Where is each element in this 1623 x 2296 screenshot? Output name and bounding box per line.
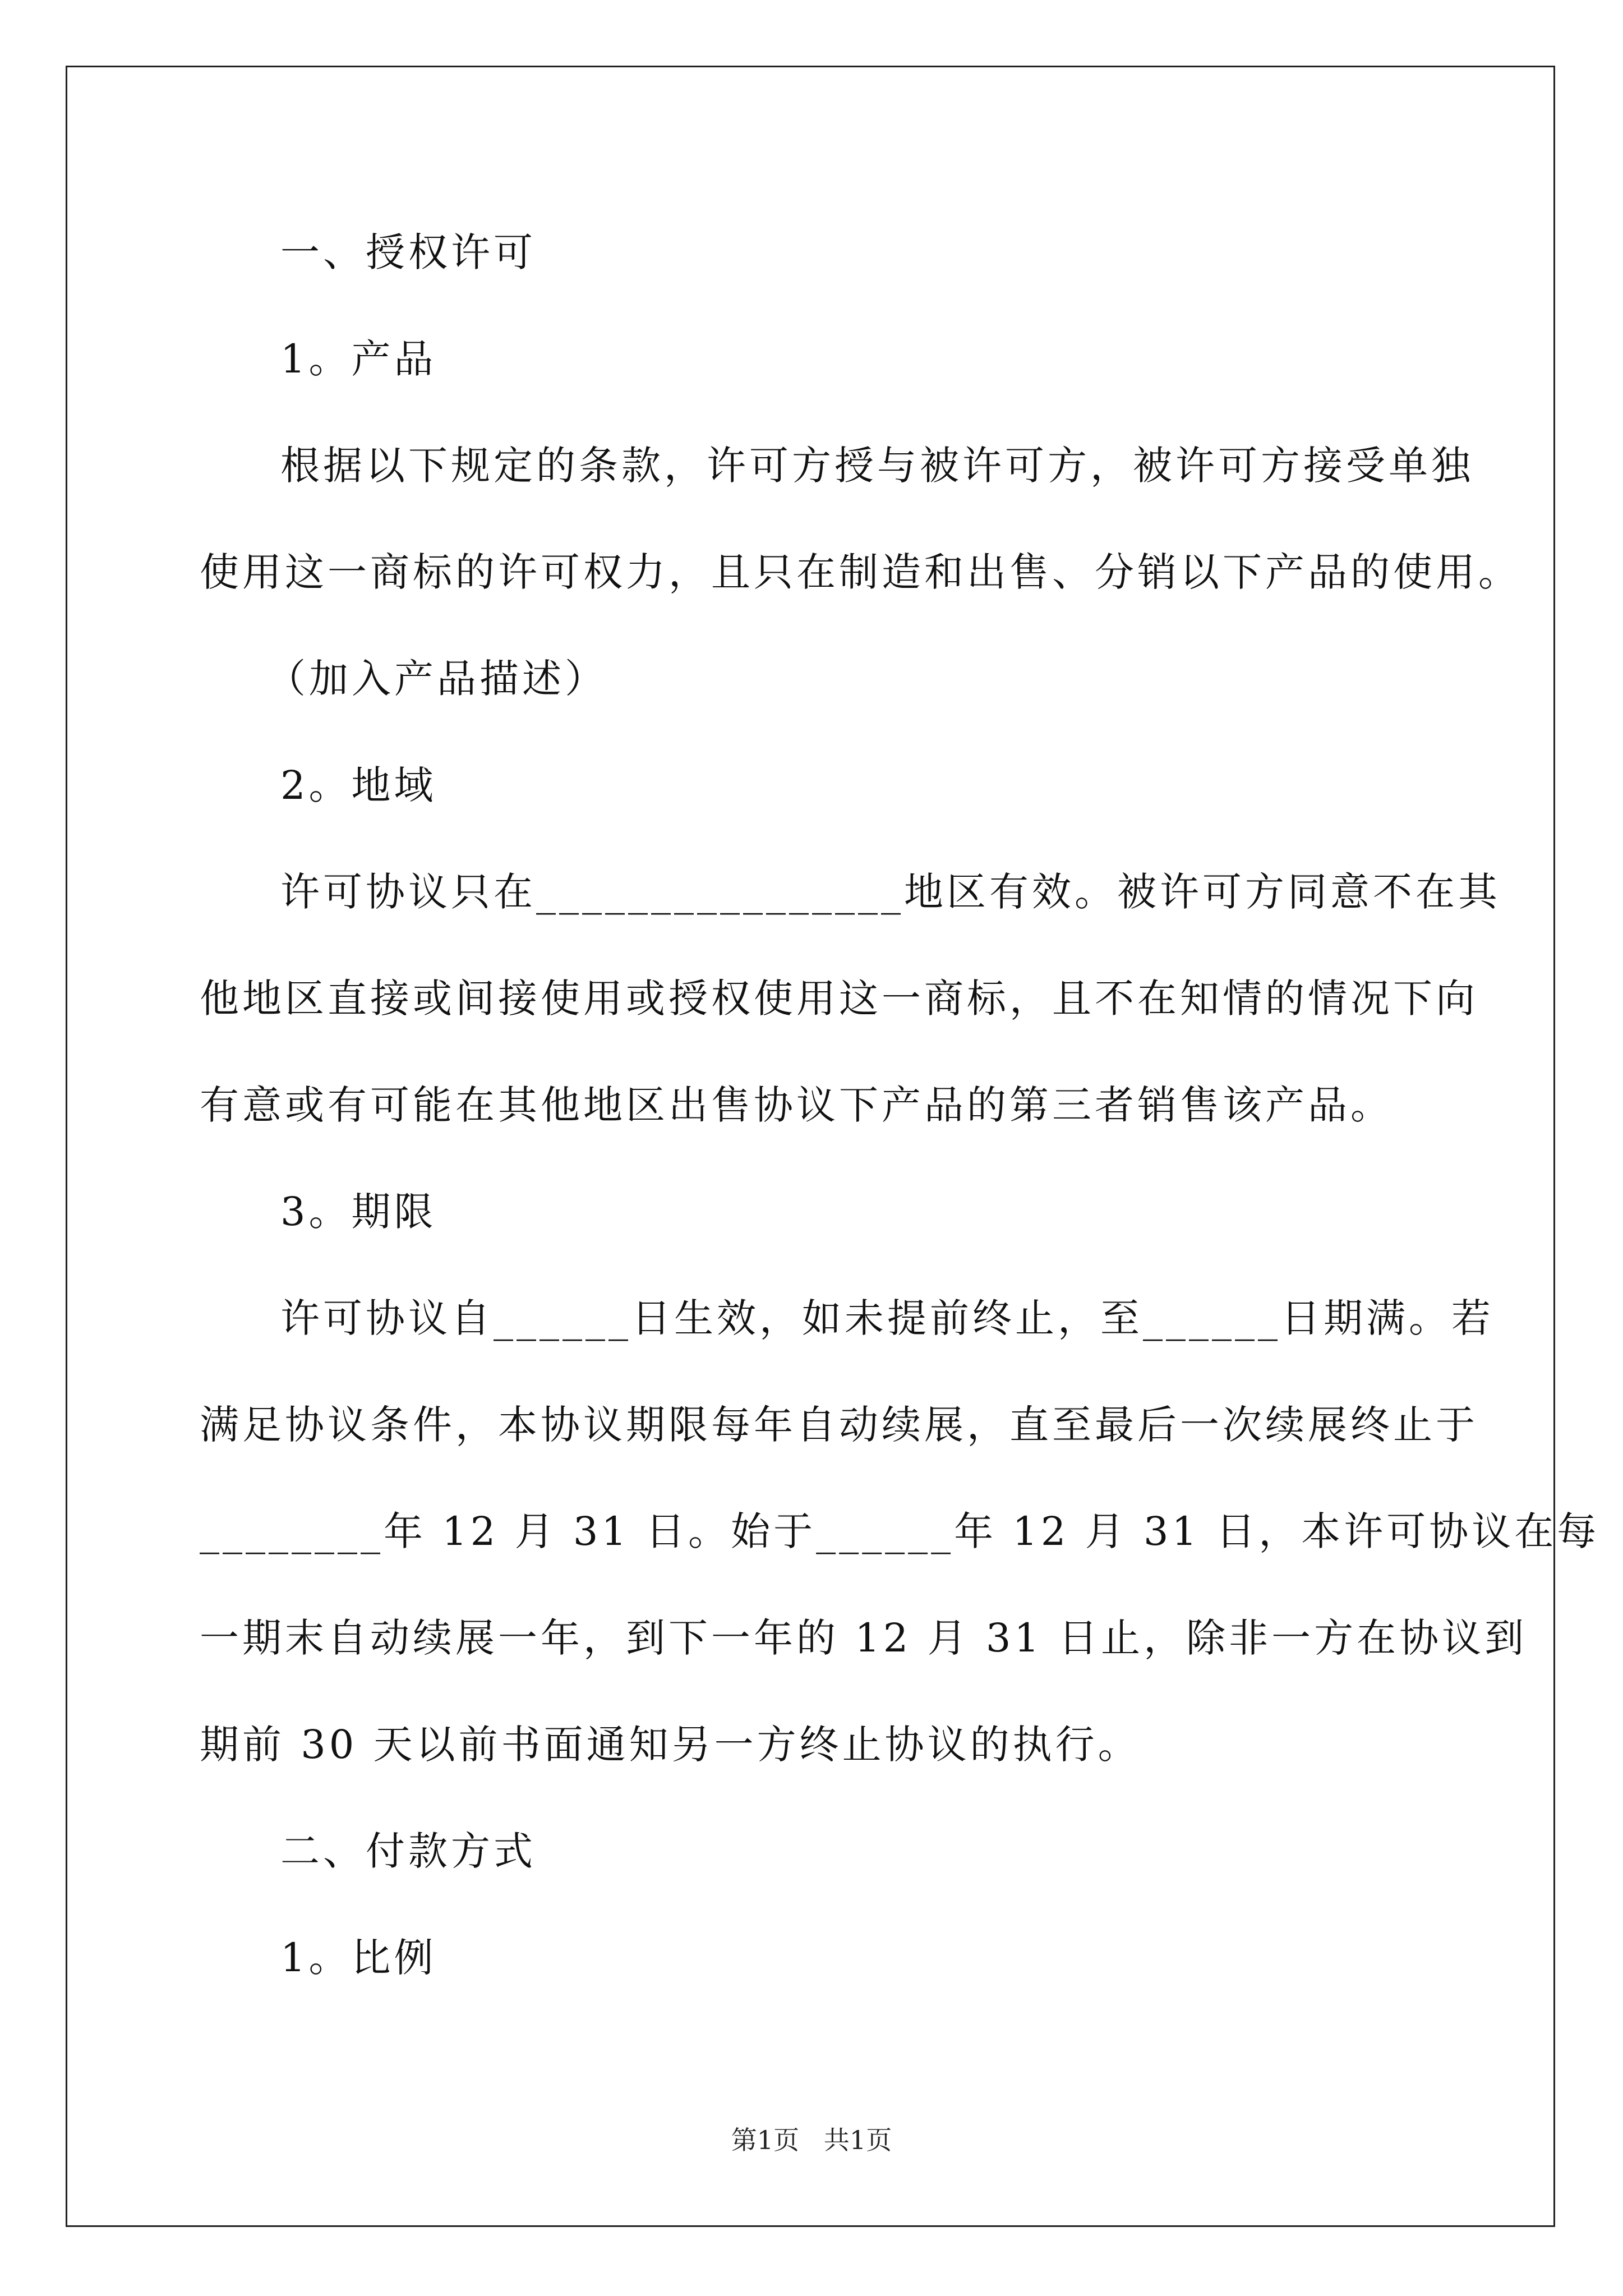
paragraph-line: ________年 12 月 31 日。始于______年 12 月 31 日，本许可协议在每 xyxy=(200,1508,1600,1554)
section-heading-authorization: 一、授权许可 xyxy=(280,229,536,275)
paragraph-line: 他地区直接或间接使用或授权使用这一商标，且不在知情的情况下向 xyxy=(200,976,1478,1022)
page-footer: 第1页 共1页 xyxy=(731,2125,892,2155)
paragraph-line: 许可协议只在________________地区有效。被许可方同意不在其 xyxy=(280,869,1501,915)
section-heading-payment: 二、付款方式 xyxy=(280,1828,536,1874)
paragraph-line: 根据以下规定的条款，许可方授与被许可方，被许可方接受单独 xyxy=(280,443,1474,489)
paragraph-line: 满足协议条件，本协议期限每年自动续展，直至最后一次续展终止于 xyxy=(200,1402,1478,1448)
subheading-product: 1。产品 xyxy=(280,336,437,382)
page-border xyxy=(66,66,1555,2227)
paragraph-line: 一期末自动续展一年，到下一年的 12 月 31 日止，除非一方在协议到 xyxy=(200,1615,1528,1661)
paragraph-line: 许可协议自______日生效，如未提前终止，至______日期满。若 xyxy=(280,1295,1494,1341)
subheading-term: 3。期限 xyxy=(280,1189,437,1235)
paragraph-line: 期前 30 天以前书面通知另一方终止协议的执行。 xyxy=(200,1722,1141,1768)
subheading-territory: 2。地域 xyxy=(280,762,437,808)
paragraph-line: 有意或有可能在其他地区出售协议下产品的第三者销售该产品。 xyxy=(200,1082,1393,1128)
paragraph-line: （加入产品描述） xyxy=(266,656,607,702)
subheading-ratio: 1。比例 xyxy=(280,1935,437,1981)
paragraph-line: 使用这一商标的许可权力，且只在制造和出售、分销以下产品的使用。 xyxy=(200,549,1521,595)
